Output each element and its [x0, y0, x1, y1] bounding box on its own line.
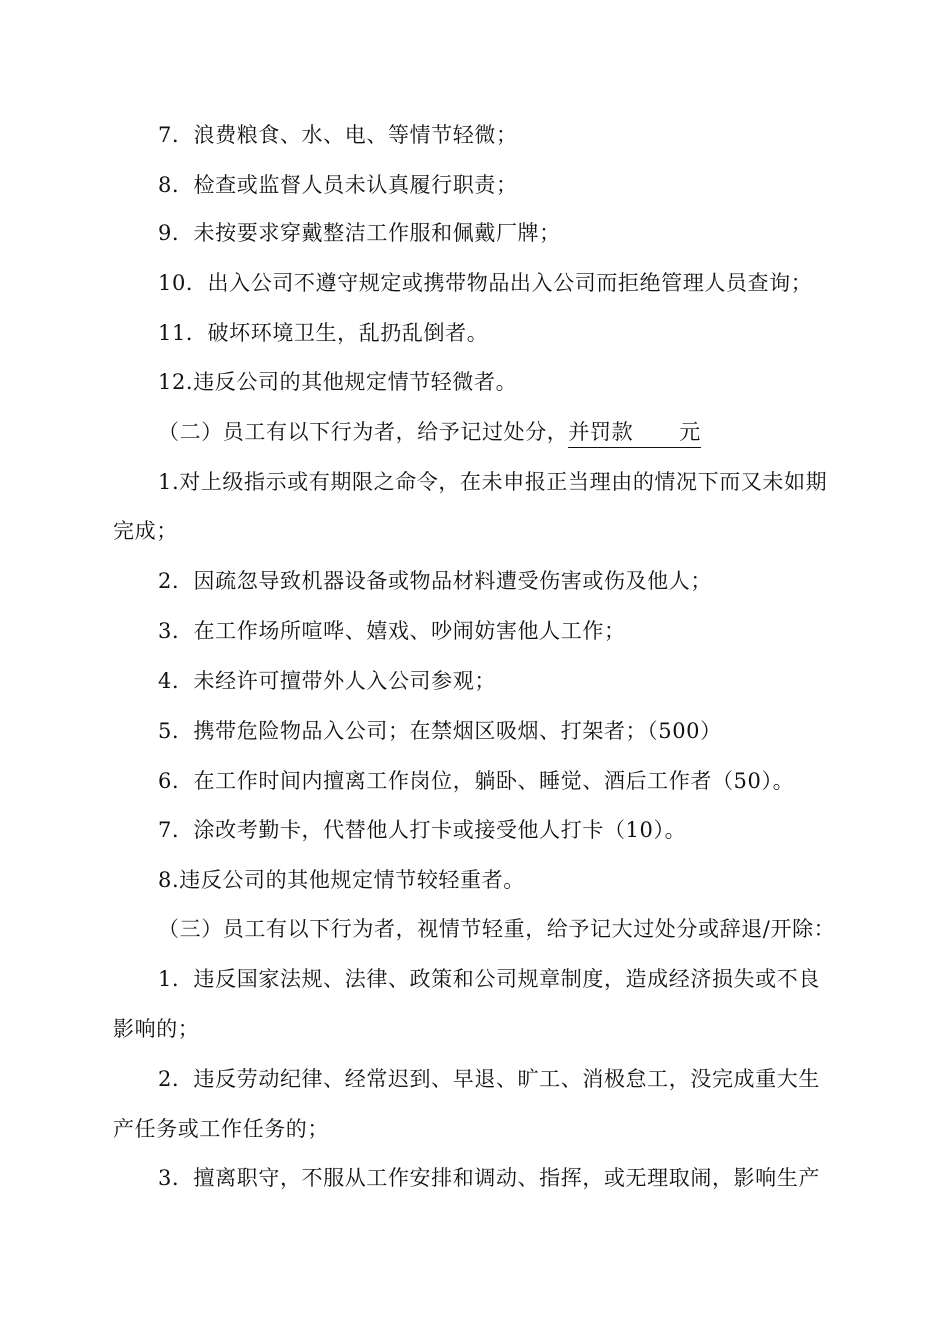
section-2-heading-text: （二）员工有以下行为者，给予记过处分，	[158, 420, 569, 444]
section-2-item-4: 4．未经许可擅带外人入公司参观；	[158, 669, 496, 693]
section-3-heading: （三）员工有以下行为者，视情节轻重，给予记大过处分或辞退/开除：	[158, 917, 836, 941]
section-3-item-2: 2．违反劳动纪律、经常迟到、早退、旷工、消极怠工，没完成重大生	[158, 1067, 820, 1091]
section-2-item-1: 1.对上级指示或有期限之命令，在未申报正当理由的情况下而又未如期	[158, 470, 828, 494]
fine-suffix: 元	[679, 420, 701, 444]
section-2-item-5: 5．携带危险物品入公司；在禁烟区吸烟、打架者；（500）	[158, 719, 722, 743]
section-2-item-3: 3．在工作场所喧哗、嬉戏、吵闹妨害他人工作；	[158, 619, 626, 643]
section-3-item-1-cont: 影响的；	[113, 1017, 200, 1041]
section-2-heading	[158, 417, 701, 448]
section-2-item-2: 2．因疏忽导致机器设备或物品材料遭受伤害或伤及他人；	[158, 569, 712, 593]
section-2-item-1-cont: 完成；	[113, 519, 178, 543]
clause-10-entry: 10．出入公司不遵守规定或携带物品出入公司而拒绝管理人员查询；	[158, 271, 813, 295]
clause-11-hygiene: 11．破坏环境卫生，乱扔乱倒者。	[158, 321, 489, 345]
section-3-item-1: 1．违反国家法规、法律、政策和公司规章制度，造成经济损失或不良	[158, 967, 820, 991]
clause-12-other: 12.违反公司的其他规定情节轻微者。	[158, 370, 518, 394]
clause-8-inspection: 8．检查或监督人员未认真履行职责；	[158, 173, 518, 197]
section-3-item-3: 3．擅离职守，不服从工作安排和调动、指挥，或无理取闹，影响生产	[158, 1166, 820, 1190]
section-2-item-6: 6．在工作时间内擅离工作岗位，躺卧、睡觉、酒后工作者（50）。	[158, 769, 795, 793]
fine-blank	[568, 418, 700, 448]
section-3-item-2-cont: 产任务或工作任务的；	[113, 1117, 329, 1141]
section-2-item-8: 8.违反公司的其他规定情节较轻重者。	[158, 868, 525, 892]
clause-9-uniform: 9．未按要求穿戴整洁工作服和佩戴厂牌；	[158, 221, 561, 245]
clause-7-waste: 7．浪费粮食、水、电、等情节轻微；	[158, 123, 518, 147]
fine-prefix: 并罚款	[568, 420, 634, 444]
section-2-item-7: 7．涂改考勤卡，代替他人打卡或接受他人打卡（10）。	[158, 818, 687, 842]
